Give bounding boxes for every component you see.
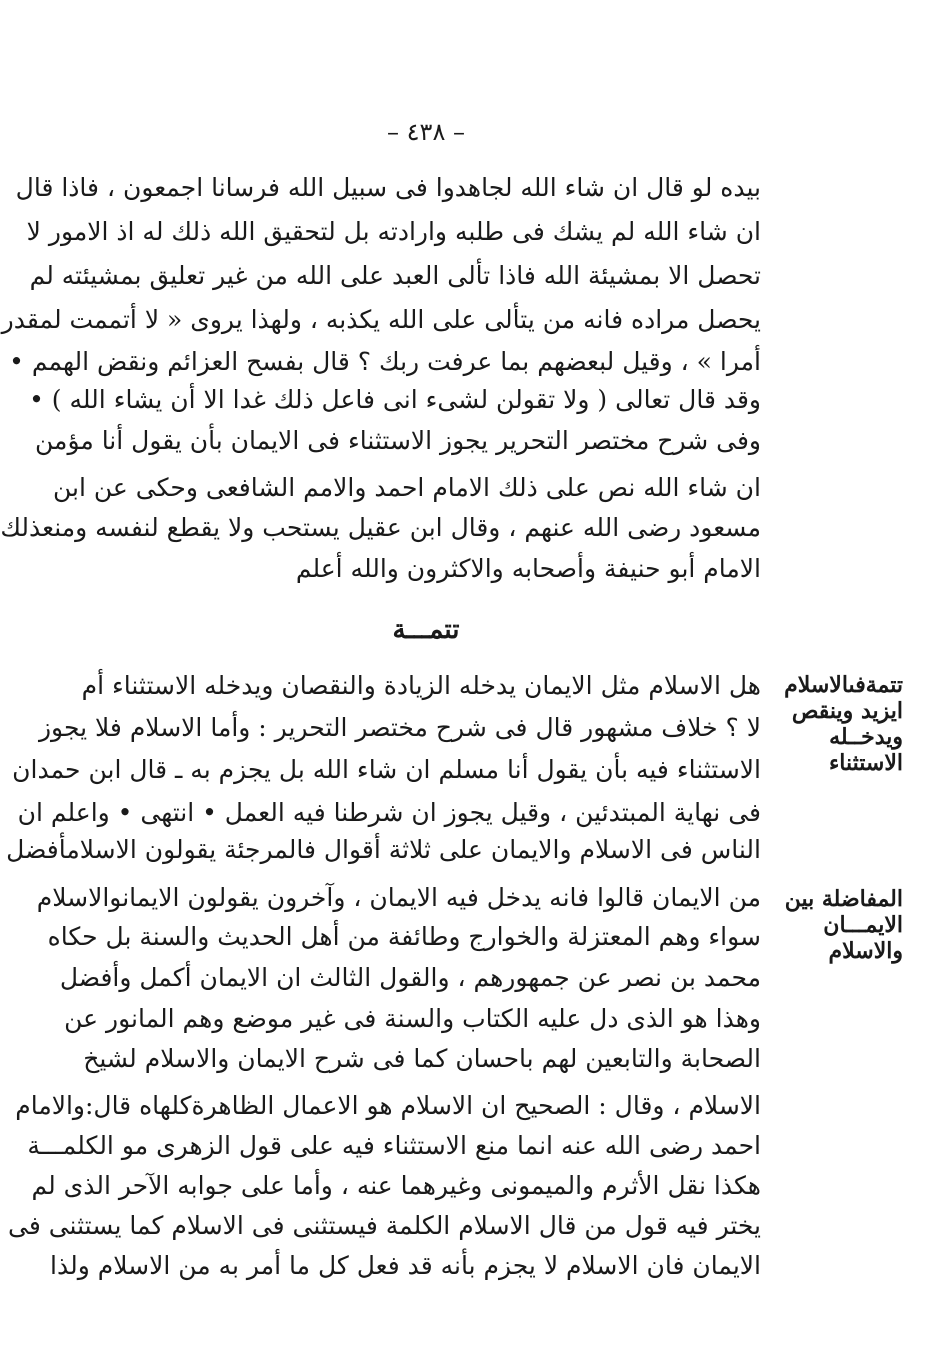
text-line: وفى شرح مختصر التحرير يجوز الاستثناء فى الايمان بأن يقول أنا مؤمن	[35, 426, 761, 455]
margin-note-line: ويدخــله	[829, 724, 903, 750]
text-line: الاستثناء فيه بأن يقول أنا مسلم ان شاء الله بل يجزم به ـ قال ابن حمدان	[12, 755, 761, 784]
text-line: هكذا نقل الأثرم والميمونى وغيرهما عنه ، وأما على جوابه الآحر الذى لم	[31, 1171, 761, 1200]
text-line: الاسلام ، وقال : الصحيح ان الاسلام هو الاعمال الظاهرةكلهاه قال:والامام	[15, 1091, 761, 1120]
margin-note	[781, 672, 903, 776]
text-line: أمرا » ، وقيل لبعضهم بما عرفت ربك ؟ قال بفسح العزائم ونقض الهمم •	[9, 347, 761, 376]
text-line: سواء وهم المعتزلة والخوارج وطائفة من أهل الحديث والسنة بل حكاه	[47, 922, 761, 951]
margin-note-line: الايمـــان	[823, 912, 903, 938]
text-line: محمد بن نصر عن جمهورهم ، والقول الثالث ان الايمان أكمل وأفضل	[59, 963, 761, 992]
text-line: فى نهاية المبتدئين ، وقيل يجوز ان شرطنا فيه العمل • انتهى • واعلم ان	[17, 798, 761, 827]
text-line: الصحابة والتابعين لهم باحسان كما فى شرح الايمان والاسلام لشيخ	[83, 1044, 761, 1073]
section-heading: تتمـــة	[392, 615, 460, 645]
text-line: هل الاسلام مثل الايمان يدخله الزيادة والنقصان ويدخله الاستثناء أم	[81, 671, 761, 700]
text-line: الناس فى الاسلام والايمان على ثلاثة أقوال فالمرجئة يقولون الاسلامأفضل	[6, 835, 761, 864]
text-line: بيده لو قال ان شاء الله لجاهدوا فى سبيل الله فرسانا اجمعون ، فاذا قال	[15, 173, 761, 202]
text-line: يختر فيه قول من قال الاسلام الكلمة فيستثنى فى الاسلام كما يستثنى فى	[7, 1211, 761, 1240]
text-line: لا ؟ خلاف مشهور قال فى شرح مختصر التحرير : وأما الاسلام فلا يجوز	[38, 713, 761, 742]
text-line: الايمان فان الاسلام لا يجزم بأنه قد فعل كل ما أمر به من الاسلام ولذا	[50, 1251, 761, 1280]
margin-note-line: ايزيد وينقص	[791, 698, 903, 724]
text-line: وقد قال تعالى ( ولا تقولن لشىء انى فاعل ذلك غدا الا أن يشاء الله ) •	[29, 385, 761, 414]
margin-note-line: تتمةفىالاسلام	[784, 672, 903, 698]
text-line: ان شاء الله نص على ذلك الامام احمد والامم الشافعى وحكى عن ابن	[52, 473, 761, 502]
text-line: ان شاء الله لم يشك فى طلبه وارادته بل لتحقيق الله ذلك له اذ الامور لا	[26, 217, 761, 246]
text-line: احمد رضى الله عنه انما منع الاستثناء فيه على قول الزهرى مو الكلمـــة	[27, 1131, 761, 1160]
text-line: وهذا هو الذى دل عليه الكتاب والسنة فى غير موضع وهم المانور عن	[64, 1004, 761, 1033]
text-line: تحصل الا بمشيئة الله فاذا تألى العبد على الله من غير تعليق بمشيئته لم	[29, 261, 761, 290]
margin-note-line: المفاضلة بين	[784, 886, 903, 912]
margin-note-line: الاستثناء	[828, 750, 903, 776]
text-line: يحصل مراده فانه من يتألى على الله يكذبه ، ولهذا يروى « لا أتممت لمقدر	[1, 305, 761, 334]
text-line: من الايمان قالوا فانه يدخل فيه الايمان ، وآخرون يقولون الايمانوالاسلام	[36, 883, 761, 912]
text-line: مسعود رضى الله عنهم ، وقال ابن عقيل يستحب ولا يقطع لنفسه ومنعذلك	[0, 513, 761, 542]
page-number: – ٤٣٨ –	[387, 118, 465, 146]
margin-note-line: والاسلام	[828, 938, 903, 964]
text-line: الامام أبو حنيفة وأصحابه والاكثرون والله أعلم	[295, 554, 761, 583]
margin-note	[781, 886, 903, 964]
